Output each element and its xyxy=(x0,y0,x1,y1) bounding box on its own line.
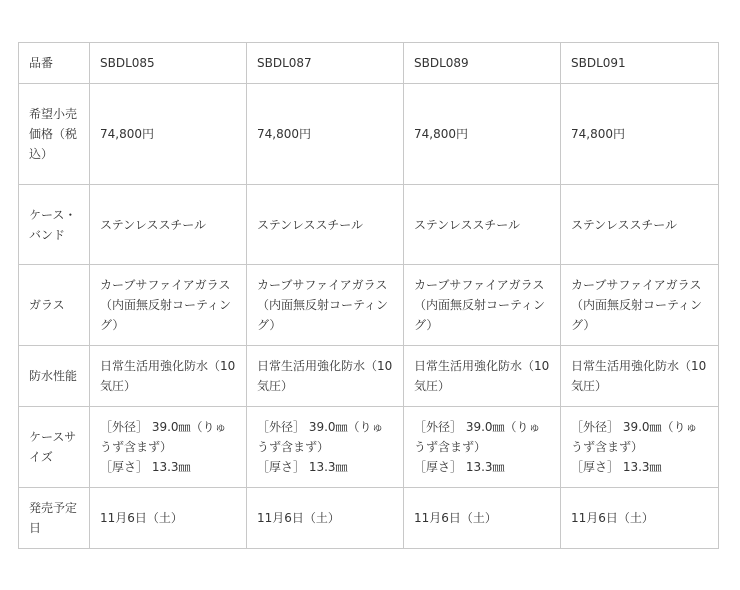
cell-case-size: ［外径］ 39.0㎜（りゅうず含まず） ［厚さ］ 13.3㎜ xyxy=(90,407,247,488)
cell-price: 74,800円 xyxy=(404,84,561,185)
table-row-glass xyxy=(19,265,719,346)
cell-case-band: ステンレススチール xyxy=(90,185,247,265)
cell-case-band: ステンレススチール xyxy=(561,185,719,265)
cell-release-date: 11月6日（土） xyxy=(561,488,719,549)
cell-water-resistance: 日常生活用強化防水（10 気圧） xyxy=(247,346,404,407)
table-row-model-number xyxy=(19,43,719,84)
table-row-case-size xyxy=(19,407,719,488)
spec-table xyxy=(18,42,719,549)
cell-release-date: 11月6日（土） xyxy=(247,488,404,549)
cell-price: 74,800円 xyxy=(561,84,719,185)
cell-water-resistance: 日常生活用強化防水（10 気圧） xyxy=(90,346,247,407)
cell-release-date: 11月6日（土） xyxy=(90,488,247,549)
row-label-price: 希望小売価格（税込） xyxy=(19,84,90,185)
cell-case-size: ［外径］ 39.0㎜（りゅうず含まず） ［厚さ］ 13.3㎜ xyxy=(404,407,561,488)
cell-glass: カーブサファイアガラス（内面無反射コーティング） xyxy=(247,265,404,346)
table-row-water-resistance xyxy=(19,346,719,407)
cell-case-band: ステンレススチール xyxy=(404,185,561,265)
table-row-case-band xyxy=(19,185,719,265)
cell-release-date: 11月6日（土） xyxy=(404,488,561,549)
cell-glass: カーブサファイアガラス（内面無反射コーティング） xyxy=(404,265,561,346)
cell-case-size: ［外径］ 39.0㎜（りゅうず含まず） ［厚さ］ 13.3㎜ xyxy=(247,407,404,488)
cell-model-number: SBDL085 xyxy=(90,43,247,84)
cell-model-number: SBDL087 xyxy=(247,43,404,84)
table-row-price xyxy=(19,84,719,185)
cell-water-resistance: 日常生活用強化防水（10 気圧） xyxy=(561,346,719,407)
cell-model-number: SBDL089 xyxy=(404,43,561,84)
cell-model-number: SBDL091 xyxy=(561,43,719,84)
cell-glass: カーブサファイアガラス（内面無反射コーティング） xyxy=(561,265,719,346)
row-label-release-date: 発売予定日 xyxy=(19,488,90,549)
cell-case-band: ステンレススチール xyxy=(247,185,404,265)
row-label-glass: ガラス xyxy=(19,265,90,346)
row-label-model-number: 品番 xyxy=(19,43,90,84)
row-label-case-size: ケースサイズ xyxy=(19,407,90,488)
table-row-release-date xyxy=(19,488,719,549)
cell-price: 74,800円 xyxy=(90,84,247,185)
cell-glass: カーブサファイアガラス（内面無反射コーティング） xyxy=(90,265,247,346)
row-label-water-resistance: 防水性能 xyxy=(19,346,90,407)
cell-water-resistance: 日常生活用強化防水（10 気圧） xyxy=(404,346,561,407)
cell-case-size: ［外径］ 39.0㎜（りゅうず含まず） ［厚さ］ 13.3㎜ xyxy=(561,407,719,488)
cell-price: 74,800円 xyxy=(247,84,404,185)
row-label-case-band: ケース・バンド xyxy=(19,185,90,265)
